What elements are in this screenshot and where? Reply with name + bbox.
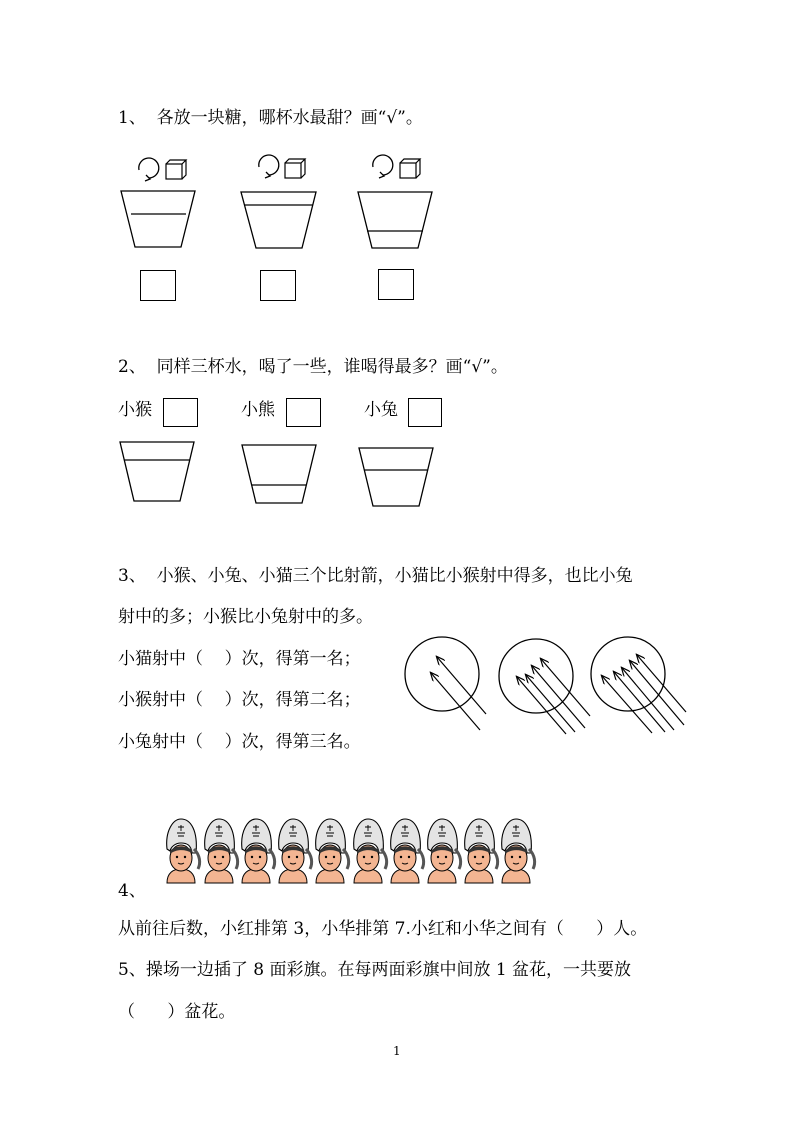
person-9-icon <box>465 819 498 883</box>
label-monkey: 小猴 <box>118 400 152 420</box>
answer-line-monkey: 小猴射中（ ）次，得第二名； <box>118 690 361 710</box>
question-3-line-2: 射中的多；小猴比小兔射中的多。 <box>118 607 373 627</box>
person-4-icon <box>279 819 312 883</box>
question-5-line-1: 5、操场一边插了 8 面彩旗。在每两面彩旗中间放 1 盆花，一共要放 <box>118 960 632 980</box>
person-3-icon <box>242 819 275 883</box>
person-5-icon <box>316 819 349 883</box>
person-8-icon <box>428 819 461 883</box>
question-5-line-2: （ ）盆花。 <box>118 1002 236 1022</box>
person-7-icon <box>391 819 424 883</box>
question-3-line-1: 3、 小猴、小兔、小猫三个比射箭，小猫比小猴射中得多，也比小兔 <box>118 566 633 586</box>
question-4-text: 从前往后数，小红排第 3，小华排第 7.小红和小华之间有（ ）人。 <box>118 919 648 939</box>
person-10-icon <box>502 819 535 883</box>
answer-line-cat: 小猫射中（ ）次，得第一名； <box>118 649 361 669</box>
person-6-icon <box>354 819 387 883</box>
label-rabbit: 小兔 <box>364 400 398 420</box>
label-bear: 小熊 <box>241 400 275 420</box>
question-1-text: 1、 各放一块糖，哪杯水最甜？画“√”。 <box>118 108 423 128</box>
person-1-icon <box>167 819 200 883</box>
question-2-text: 2、 同样三杯水，喝了一些，谁喝得最多？画“√”。 <box>118 357 508 377</box>
page-number: 1 <box>393 1044 401 1058</box>
question-4-number: 4、 <box>118 881 146 901</box>
answer-line-rabbit: 小兔射中（ ）次，得第三名。 <box>118 732 361 752</box>
person-2-icon <box>205 819 238 883</box>
